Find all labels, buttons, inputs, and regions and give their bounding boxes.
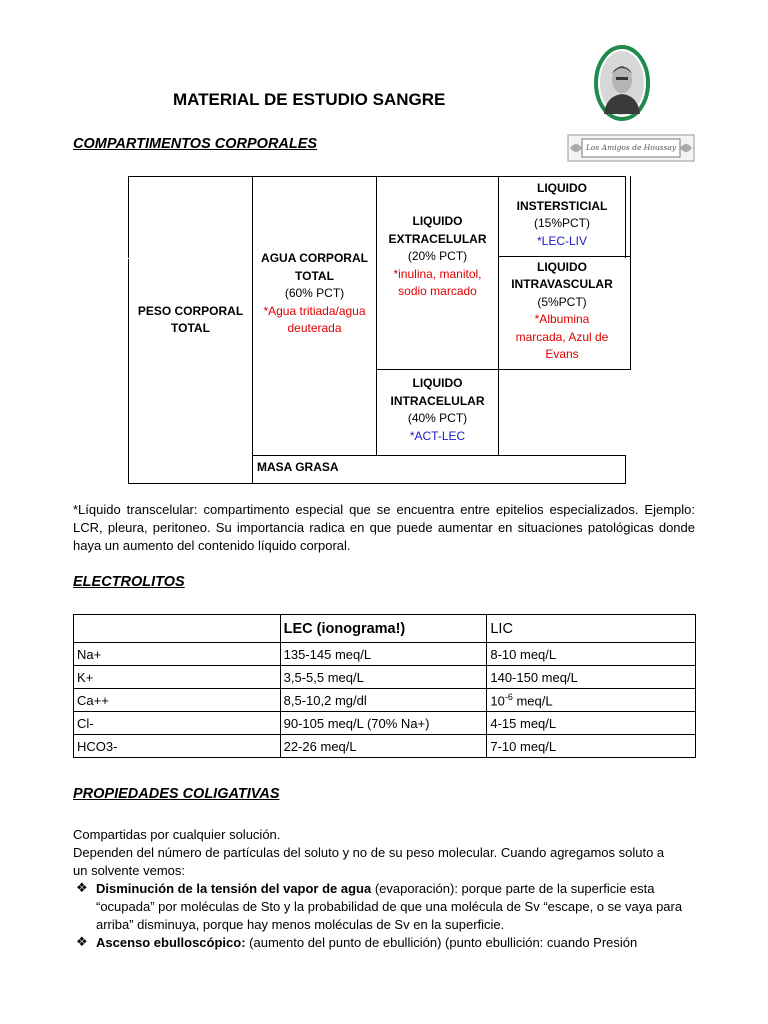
- lec-value: 135-145 meq/L: [280, 643, 487, 666]
- iv-note-2: marcada, Azul de: [515, 329, 609, 344]
- header-lic: LIC: [487, 615, 696, 643]
- ion-name: K+: [74, 666, 281, 689]
- intersticial-cell: [499, 178, 625, 252]
- peso-line-1: PESO CORPORAL: [137, 303, 244, 318]
- agua-name-1: AGUA CORPORAL: [261, 251, 368, 266]
- lic-value: 4-15 meq/L: [487, 712, 696, 735]
- lec-value: 22-26 meq/L: [280, 735, 487, 758]
- agua-note-1: *Agua tritiada/agua: [263, 303, 366, 318]
- lec-value: 90-105 meq/L (70% Na+): [280, 712, 487, 735]
- ion-name: Na+: [74, 643, 281, 666]
- lic-exponent: -6: [504, 691, 513, 702]
- diamond-bullet-icon: ❖: [76, 880, 88, 895]
- lec-note-1: *inulina, manitol,: [393, 266, 482, 281]
- houssay-logo: [566, 44, 696, 166]
- electrolitos-table: [73, 614, 696, 758]
- int-name-2: INSTERSTICIAL: [516, 198, 608, 213]
- bullet-text: (evaporación): porque parte de la superficie esta “ocupada” por moléculas de Sto y la probabilidad de que una molécula de Sv “escape, o se vaya para arriba” disminuya, porque hay menos moléculas de Sv en la superficie.: [96, 881, 683, 932]
- int-name-1: LIQUIDO: [537, 181, 587, 195]
- lec-name-1: LIQUIDO: [412, 214, 463, 229]
- lic-value: 7-10 meq/L: [487, 735, 696, 758]
- table-row: [74, 643, 696, 666]
- section-electrolitos: ELECTROLITOS: [73, 574, 185, 590]
- agua-name-2: TOTAL: [295, 268, 334, 283]
- intravascular-cell: [499, 258, 625, 364]
- agua-pct: (60% PCT): [284, 286, 345, 301]
- peso-line-2: TOTAL: [171, 321, 210, 335]
- lec-value: 8,5-10,2 mg/dl: [280, 689, 487, 712]
- coligativas-intro-1: Compartidas por cualquier solución.: [73, 827, 281, 842]
- bullet-bold: Disminución de la tensión del vapor de agua: [96, 881, 372, 896]
- masa-grasa-cell: MASA GRASA: [257, 460, 339, 474]
- ion-name: HCO3-: [74, 735, 281, 758]
- agua-corporal-cell: [253, 249, 376, 339]
- peso-corporal-cell: [129, 300, 252, 340]
- section-compartimentos: COMPARTIMENTOS CORPORALES: [73, 136, 318, 152]
- lic-value: [487, 689, 696, 712]
- iv-note-3: Evans: [545, 347, 579, 361]
- iv-name-2: INTRAVASCULAR: [511, 277, 613, 291]
- diamond-bullet-icon: ❖: [76, 934, 88, 949]
- iv-name-1: LIQUIDO: [537, 259, 587, 274]
- transcelular-paragraph: *Líquido transcelular: compartimento especial que se encuentra entre epitelios especializados. Ejemplo: LCR, pleura, peritoneo. Su importancia radica en que puede aumentar en situaciones patológicas donde haya un aumento del contenido líquido corporal.: [73, 502, 695, 553]
- lic-base: 10: [490, 693, 505, 709]
- lec-note-2: sodio marcado: [398, 284, 477, 299]
- int-pct: (15%PCT): [533, 216, 590, 230]
- bullet-item: [96, 934, 706, 952]
- lec-pct: (20% PCT): [407, 249, 468, 264]
- lec-name-2: EXTRACELULAR: [388, 231, 487, 246]
- header-empty: [74, 615, 281, 643]
- lic-cell: [377, 374, 498, 446]
- logo-caption: Los Amigos de Houssay: [585, 143, 677, 152]
- iv-pct: (5%PCT): [537, 294, 587, 309]
- bullet-bold: Ascenso ebulloscópico:: [96, 935, 246, 950]
- ion-name: Ca++: [74, 689, 281, 712]
- lic-name-2: INTRACELULAR: [390, 393, 485, 408]
- table-row: [74, 712, 696, 735]
- lec-value: 3,5-5,5 meq/L: [280, 666, 487, 689]
- coligativas-intro-2: Dependen del número de partículas del soluto y no de su peso molecular. Cuando agregamos soluto a un solvente vemos:: [73, 845, 665, 878]
- int-note: *LEC-LIV: [536, 233, 588, 248]
- table-row: [74, 689, 696, 712]
- lic-value: 140-150 meq/L: [487, 666, 696, 689]
- section-coligativas: PROPIEDADES COLIGATIVAS: [73, 786, 280, 802]
- bullet-text: (aumento del punto de ebullición) (punto ebullición: cuando Presión: [245, 935, 638, 950]
- ion-name: Cl-: [74, 712, 281, 735]
- iv-note-1: *Albumina: [534, 312, 590, 326]
- page-title: MATERIAL DE ESTUDIO SANGRE: [173, 90, 446, 109]
- lic-unit: meq/L: [512, 693, 553, 709]
- table-row: [74, 666, 696, 689]
- lic-note: *ACT-LEC: [409, 428, 466, 443]
- table-row: [74, 735, 696, 758]
- bullet-item: [96, 880, 706, 934]
- lec-cell: [377, 212, 498, 302]
- header-lec: LEC (ionograma!): [280, 615, 487, 643]
- lic-value: 8-10 meq/L: [487, 643, 696, 666]
- agua-note-2: deuterada: [287, 321, 342, 336]
- lic-pct: (40% PCT): [407, 411, 468, 425]
- lic-name-1: LIQUIDO: [412, 376, 463, 390]
- table-header-row: [74, 615, 696, 643]
